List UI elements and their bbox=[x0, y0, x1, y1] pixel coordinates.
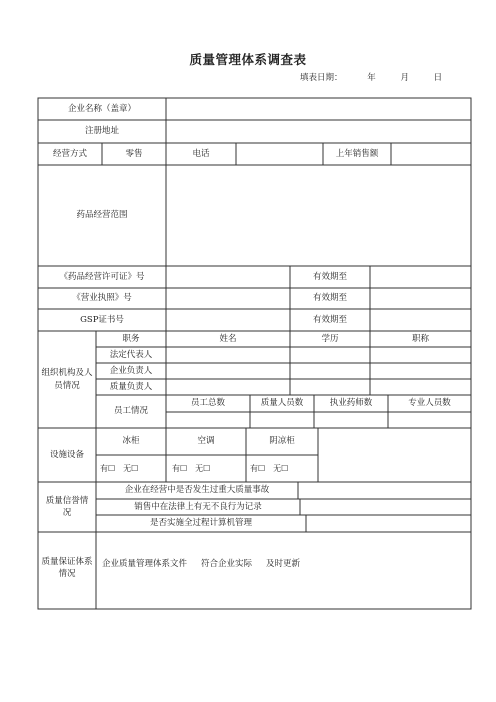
registered-address-label: 注册地址 bbox=[84, 126, 119, 137]
ac-have-checkbox[interactable]: 有☐ bbox=[172, 463, 188, 473]
business-mode-label: 经营方式 bbox=[52, 148, 87, 159]
qa-system-update: 及时更新 bbox=[266, 558, 301, 569]
qa-system-fit: 符合企业实际 bbox=[201, 558, 253, 569]
registered-address-field[interactable] bbox=[166, 120, 471, 143]
fill-date-month: 月 bbox=[400, 73, 409, 83]
ac-none-checkbox[interactable]: 无☐ bbox=[195, 463, 211, 473]
gsp-validity-field[interactable] bbox=[370, 309, 471, 331]
cool-cabinet-options[interactable] bbox=[250, 455, 318, 482]
phone-field[interactable] bbox=[236, 143, 323, 165]
freezer-none-checkbox[interactable]: 无☐ bbox=[123, 463, 139, 473]
credit-section-label: 质量信誉情况 bbox=[45, 495, 89, 518]
staff-professional-header: 专业人员数 bbox=[408, 398, 451, 409]
qa-system-section-label: 质量保证体系情况 bbox=[41, 556, 93, 579]
air-conditioner-options[interactable] bbox=[172, 455, 246, 482]
staff-label: 员工情况 bbox=[113, 406, 148, 417]
form-title: 质量管理体系调查表 bbox=[189, 52, 307, 67]
company-name-label: 企业名称（盖章） bbox=[67, 103, 136, 114]
company-name-field[interactable] bbox=[166, 98, 471, 120]
personnel-header-title: 职称 bbox=[411, 333, 429, 344]
credit-question-legal-record: 销售中在法律上有无不良行为记录 bbox=[134, 501, 262, 512]
role-company-head: 企业负责人 bbox=[109, 365, 153, 376]
cool-cabinet-have-checkbox[interactable]: 有☐ bbox=[250, 463, 266, 473]
last-year-sales-field[interactable] bbox=[391, 143, 471, 165]
last-year-sales-label: 上年销售额 bbox=[335, 148, 379, 159]
facility-freezer: 冰柜 bbox=[122, 436, 140, 447]
staff-total-header: 员工总数 bbox=[190, 398, 225, 409]
license-number-field[interactable] bbox=[166, 266, 290, 288]
drug-scope-label: 药品经营范围 bbox=[76, 210, 128, 221]
facility-air-conditioner: 空调 bbox=[197, 436, 215, 447]
credit-question-accident: 企业在经营中是否发生过重大质量事故 bbox=[124, 485, 270, 496]
qa-system-docs: 企业质量管理体系文件 bbox=[102, 558, 188, 569]
license-validity-field[interactable] bbox=[370, 266, 471, 288]
qa-system-text bbox=[102, 556, 462, 572]
role-legal-representative: 法定代表人 bbox=[109, 349, 153, 360]
business-license-number-field[interactable] bbox=[166, 288, 290, 309]
personnel-header-education: 学历 bbox=[321, 333, 339, 344]
facility-cool-cabinet: 阴凉柜 bbox=[269, 436, 295, 447]
business-license-validity-label: 有效期至 bbox=[312, 293, 347, 304]
business-license-validity-field[interactable] bbox=[370, 288, 471, 309]
gsp-certificate-name: GSP证书号 bbox=[80, 314, 124, 325]
fill-date-label: 填表日期： bbox=[300, 73, 343, 83]
drug-scope-field[interactable] bbox=[166, 165, 471, 266]
personnel-section-label: 组织机构及人员情况 bbox=[41, 368, 93, 391]
phone-label: 电话 bbox=[192, 148, 210, 159]
cool-cabinet-none-checkbox[interactable]: 无☐ bbox=[273, 463, 289, 473]
gsp-certificate-number-field[interactable] bbox=[166, 309, 290, 331]
fill-date-year: 年 bbox=[367, 73, 376, 83]
staff-quality-header: 质量人员数 bbox=[260, 398, 304, 409]
license-validity-label: 有效期至 bbox=[312, 271, 347, 282]
freezer-options[interactable] bbox=[100, 455, 166, 482]
credit-question-computer-management: 是否实施全过程计算机管理 bbox=[149, 518, 252, 529]
gsp-validity-label: 有效期至 bbox=[312, 314, 347, 325]
business-license-name: 《营业执照》号 bbox=[72, 293, 132, 304]
role-quality-head: 质量负责人 bbox=[109, 381, 153, 392]
fill-date-day: 日 bbox=[433, 73, 443, 83]
freezer-have-checkbox[interactable]: 有☐ bbox=[100, 463, 116, 473]
staff-pharmacist-header: 执业药师数 bbox=[329, 398, 373, 409]
personnel-header-name: 姓名 bbox=[219, 333, 237, 344]
license-name: 《药品经营许可证》号 bbox=[59, 271, 145, 282]
business-mode-value: 零售 bbox=[125, 148, 143, 159]
personnel-header-position: 职务 bbox=[122, 333, 140, 344]
facilities-section-label: 设施设备 bbox=[49, 449, 84, 460]
